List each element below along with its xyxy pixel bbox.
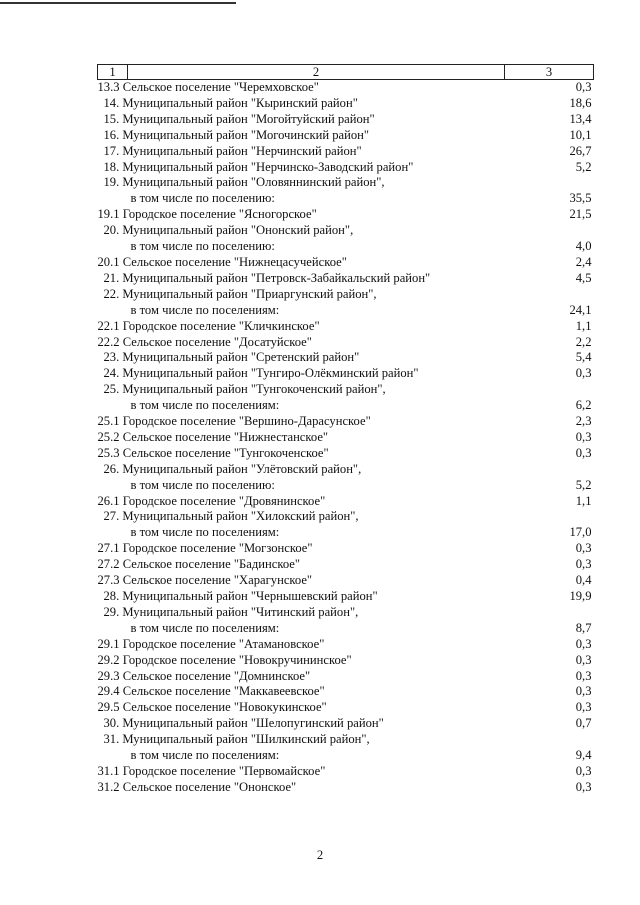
row-text-cell — [98, 541, 505, 557]
row-label: Сельское поселение "Тунгокоченское" — [122, 445, 329, 460]
row-number: 27.1 — [97, 541, 120, 556]
row-main-line — [98, 319, 505, 335]
row-main-line — [98, 80, 505, 96]
header-col-2: 2 — [128, 65, 505, 80]
row-main-line — [98, 175, 505, 191]
row-main-line — [98, 255, 505, 271]
data-table — [97, 64, 594, 796]
table-row — [98, 207, 594, 223]
row-value: 1,1 — [575, 318, 592, 333]
table-row — [98, 462, 594, 494]
row-number: 25.1 — [97, 414, 120, 429]
row-number: 28. — [103, 589, 120, 603]
row-text-cell — [98, 669, 505, 685]
row-text-cell — [98, 382, 505, 414]
table-row — [98, 700, 594, 716]
table-row — [98, 382, 594, 414]
row-label: Муниципальный район "Шилкинский район", — [122, 732, 370, 747]
row-continuation: в том числе по поселениям: — [130, 748, 280, 763]
row-number: 21. — [103, 270, 120, 285]
row-value: 6,2 — [575, 398, 592, 413]
row-value: 0,3 — [575, 636, 592, 651]
row-value: 0,3 — [575, 779, 592, 794]
row-number: 31.2 — [97, 779, 120, 794]
row-number: 22.2 — [97, 334, 120, 349]
header-row — [98, 65, 594, 80]
page-number: 2 — [316, 848, 324, 862]
row-value: 5,2 — [575, 159, 592, 174]
row-text-cell — [98, 494, 505, 510]
row-value: 0,3 — [575, 652, 592, 667]
row-label: Городское поселение "Новокручининское" — [122, 652, 352, 667]
row-number: 25.2 — [97, 429, 120, 444]
row-main-line — [98, 589, 505, 605]
row-text-cell — [98, 653, 505, 669]
row-continuation: в том числе по поселениям: — [130, 398, 280, 413]
row-number: 22.1 — [97, 318, 120, 333]
row-number: 30. — [103, 716, 120, 731]
row-main-line — [98, 366, 505, 382]
row-text-cell — [98, 128, 505, 144]
table-row — [98, 605, 594, 637]
header-col-3: 3 — [505, 65, 594, 80]
row-value: 0,4 — [575, 573, 592, 588]
table-row — [98, 446, 594, 462]
row-label: Муниципальный район "Хилокский район", — [122, 509, 359, 524]
row-value: 2,3 — [575, 414, 592, 429]
table-row — [98, 716, 594, 732]
row-label: Муниципальный район "Улётовский район", — [122, 461, 362, 476]
row-main-line — [98, 144, 505, 160]
table-row — [98, 80, 594, 96]
row-main-line — [98, 637, 505, 653]
row-text-cell — [98, 509, 505, 541]
row-main-line — [98, 128, 505, 144]
row-number: 18. — [103, 159, 120, 174]
table-row — [98, 366, 594, 382]
row-value: 5,4 — [575, 350, 592, 365]
row-number: 25.3 — [97, 445, 120, 460]
row-main-line — [98, 271, 505, 287]
row-label: Муниципальный район "Петровск-Забайкальский район" — [122, 270, 431, 285]
row-label: Городское поселение "Атамановское" — [122, 636, 325, 651]
row-main-line — [98, 207, 505, 223]
row-text-cell — [98, 446, 505, 462]
row-main-line — [98, 414, 505, 430]
table-body — [98, 80, 594, 796]
table-row — [98, 335, 594, 351]
row-text-cell — [98, 175, 505, 207]
row-text-cell — [98, 764, 505, 780]
row-continuation: в том числе по поселению: — [130, 477, 275, 492]
row-value: 0,3 — [575, 668, 592, 683]
row-number: 16. — [103, 127, 120, 142]
header-col-1: 1 — [98, 65, 128, 80]
row-number: 15. — [103, 111, 120, 126]
row-value: 19,9 — [569, 589, 592, 603]
row-text-cell — [98, 112, 505, 128]
row-value: 21,5 — [569, 207, 592, 222]
table-row — [98, 223, 594, 255]
row-number: 19.1 — [97, 207, 120, 222]
row-label: Муниципальный район "Приаргунский район", — [122, 286, 377, 301]
row-label: Городское поселение "Первомайское" — [122, 763, 326, 778]
row-text-cell — [98, 780, 505, 796]
row-number: 29.2 — [97, 652, 120, 667]
row-value: 0,3 — [575, 700, 592, 715]
row-text-cell — [98, 573, 505, 589]
row-continuation: в том числе по поселениям: — [130, 525, 280, 540]
row-value: 1,1 — [575, 493, 592, 508]
row-text-cell — [98, 144, 505, 160]
table-row — [98, 669, 594, 685]
row-text-cell — [98, 732, 505, 764]
table-row — [98, 684, 594, 700]
table-row — [98, 494, 594, 510]
table-row — [98, 780, 594, 796]
row-label: Городское поселение "Кличкинское" — [122, 318, 320, 333]
row-number: 29.1 — [97, 636, 120, 651]
row-label: Муниципальный район "Тунгиро-Олёкминский район" — [122, 366, 419, 381]
table-row — [98, 732, 594, 764]
row-value: 24,1 — [569, 302, 592, 317]
row-value: 26,7 — [569, 143, 592, 158]
row-main-line — [98, 732, 505, 748]
row-number: 23. — [103, 350, 120, 365]
row-value: 10,1 — [569, 127, 592, 142]
row-label: Сельское поселение "Харагунское" — [122, 573, 313, 588]
table-row — [98, 160, 594, 176]
row-text-cell — [98, 430, 505, 446]
row-text-cell — [98, 350, 505, 366]
row-label: Сельское поселение "Нижнецасучейское" — [122, 254, 347, 269]
table-row — [98, 637, 594, 653]
row-main-line — [98, 684, 505, 700]
row-value: 4,5 — [575, 270, 592, 285]
row-text-cell — [98, 207, 505, 223]
table-row — [98, 509, 594, 541]
row-label: Городское поселение "Вершино-Дарасунское" — [122, 414, 371, 429]
row-label: Муниципальный район "Оловяннинский район", — [122, 175, 385, 190]
row-main-line — [98, 160, 505, 176]
row-main-line — [98, 350, 505, 366]
row-value: 5,2 — [575, 477, 592, 492]
row-text-cell — [98, 684, 505, 700]
row-number: 22. — [103, 286, 120, 301]
row-continuation: в том числе по поселениям: — [130, 620, 280, 635]
row-label: Городское поселение "Могзонское" — [122, 541, 313, 556]
row-value: 35,5 — [569, 191, 592, 206]
row-text-cell — [98, 96, 505, 112]
row-main-line — [98, 653, 505, 669]
table-row — [98, 350, 594, 366]
row-number: 14. — [103, 95, 120, 110]
row-text-cell — [98, 414, 505, 430]
row-number: 29. — [103, 604, 120, 619]
row-label: Сельское поселение "Новокукинское" — [122, 700, 327, 715]
row-label: Сельское поселение "Бадинское" — [122, 557, 301, 572]
row-label: Муниципальный район "Нерчинский район" — [122, 143, 362, 158]
row-text-cell — [98, 589, 505, 605]
table-row — [98, 96, 594, 112]
row-label: Городское поселение "Дровянинское" — [122, 493, 326, 508]
row-main-line — [98, 287, 505, 303]
row-value: 4,0 — [575, 239, 592, 254]
row-label: Сельское поселение "Досатуйское" — [122, 334, 312, 349]
row-number: 29.4 — [97, 684, 120, 699]
row-value: 0,3 — [575, 541, 592, 556]
row-label: Сельское поселение "Нижнестанское" — [122, 429, 329, 444]
row-number: 26.1 — [97, 493, 120, 508]
row-main-line — [98, 462, 505, 478]
row-continuation: в том числе по поселению: — [130, 239, 275, 254]
table-row — [98, 271, 594, 287]
row-label: Муниципальный район "Шелопугинский район" — [122, 716, 384, 731]
row-value: 0,7 — [575, 716, 592, 731]
row-number: 25. — [103, 382, 120, 397]
row-number: 29.3 — [97, 668, 120, 683]
row-number: 27.2 — [97, 557, 120, 572]
table-row — [98, 573, 594, 589]
row-value: 0,3 — [575, 366, 592, 381]
row-main-line — [98, 716, 505, 732]
row-main-line — [98, 557, 505, 573]
row-number: 27.3 — [97, 573, 120, 588]
table-row — [98, 653, 594, 669]
row-label: Муниципальный район "Кыринский район" — [122, 95, 358, 110]
row-number: 24. — [103, 366, 120, 381]
row-value: 0,3 — [575, 684, 592, 699]
row-label: Сельское поселение "Черемховское" — [122, 80, 319, 94]
row-main-line — [98, 700, 505, 716]
row-main-line — [98, 780, 505, 796]
table-header — [98, 65, 594, 80]
row-value: 13,4 — [569, 111, 592, 126]
row-value: 8,7 — [575, 620, 592, 635]
row-number: 29.5 — [97, 700, 120, 715]
table-row — [98, 128, 594, 144]
row-main-line — [98, 605, 505, 621]
row-continuation: в том числе по поселениям: — [130, 302, 280, 317]
table-row — [98, 430, 594, 446]
row-main-line — [98, 446, 505, 462]
row-value: 0,3 — [575, 445, 592, 460]
table-row — [98, 287, 594, 319]
row-text-cell — [98, 605, 505, 637]
row-value: 18,6 — [569, 95, 592, 110]
row-text-cell — [98, 637, 505, 653]
top-rule — [0, 2, 236, 4]
table-row — [98, 319, 594, 335]
row-text-cell — [98, 80, 505, 96]
table-row — [98, 255, 594, 271]
row-main-line — [98, 573, 505, 589]
row-main-line — [98, 430, 505, 446]
row-text-cell — [98, 160, 505, 176]
table-row — [98, 175, 594, 207]
row-label: Городское поселение "Ясногорское" — [122, 207, 317, 222]
table-row — [98, 144, 594, 160]
row-value: 0,3 — [575, 80, 592, 94]
row-number: 27. — [103, 509, 120, 524]
table-row — [98, 557, 594, 573]
row-text-cell — [98, 700, 505, 716]
row-text-cell — [98, 557, 505, 573]
row-number: 31. — [103, 732, 120, 747]
row-main-line — [98, 764, 505, 780]
row-label: Муниципальный район "Могочинский район" — [122, 127, 370, 142]
row-text-cell — [98, 223, 505, 255]
row-label: Муниципальный район "Сретенский район" — [122, 350, 360, 365]
table-row — [98, 414, 594, 430]
row-main-line — [98, 509, 505, 525]
row-value: 0,3 — [575, 763, 592, 778]
row-main-line — [98, 669, 505, 685]
row-label: Муниципальный район "Тунгокоченский район", — [122, 382, 386, 397]
row-number: 20.1 — [97, 254, 120, 269]
row-value: 9,4 — [575, 748, 592, 763]
row-value: 0,3 — [575, 429, 592, 444]
row-value: 2,2 — [575, 334, 592, 349]
row-main-line — [98, 494, 505, 510]
row-main-line — [98, 335, 505, 351]
row-number: 19. — [103, 175, 120, 190]
row-text-cell — [98, 255, 505, 271]
row-label: Сельское поселение "Маккавеевское" — [122, 684, 325, 699]
row-text-cell — [98, 287, 505, 319]
row-main-line — [98, 541, 505, 557]
row-text-cell — [98, 335, 505, 351]
row-main-line — [98, 382, 505, 398]
row-label: Сельское поселение "Домнинское" — [122, 668, 311, 683]
row-text-cell — [98, 271, 505, 287]
row-label: Муниципальный район "Нерчинско-Заводский район" — [122, 159, 414, 174]
row-label: Муниципальный район "Читинский район", — [122, 604, 359, 619]
row-number: 20. — [103, 223, 120, 238]
row-label: Муниципальный район "Ононский район", — [122, 223, 354, 238]
row-number: 31.1 — [97, 763, 120, 778]
row-text-cell — [98, 716, 505, 732]
row-main-line — [98, 112, 505, 128]
row-label: Муниципальный район "Чернышевский район" — [122, 589, 378, 603]
row-value: 2,4 — [575, 254, 592, 269]
row-text-cell — [98, 319, 505, 335]
table-row — [98, 764, 594, 780]
row-label: Сельское поселение "Ононское" — [122, 779, 297, 794]
row-value: 0,3 — [575, 557, 592, 572]
row-continuation: в том числе по поселению: — [130, 191, 275, 206]
row-value: 17,0 — [569, 525, 592, 540]
row-number: 13.3 — [97, 80, 120, 94]
row-label: Муниципальный район "Могойтуйский район" — [122, 111, 375, 126]
row-number: 26. — [103, 461, 120, 476]
row-text-cell — [98, 366, 505, 382]
table-row — [98, 541, 594, 557]
row-main-line — [98, 223, 505, 239]
row-number: 17. — [103, 143, 120, 158]
table-row — [98, 589, 594, 605]
table-row — [98, 112, 594, 128]
row-main-line — [98, 96, 505, 112]
row-text-cell — [98, 462, 505, 494]
